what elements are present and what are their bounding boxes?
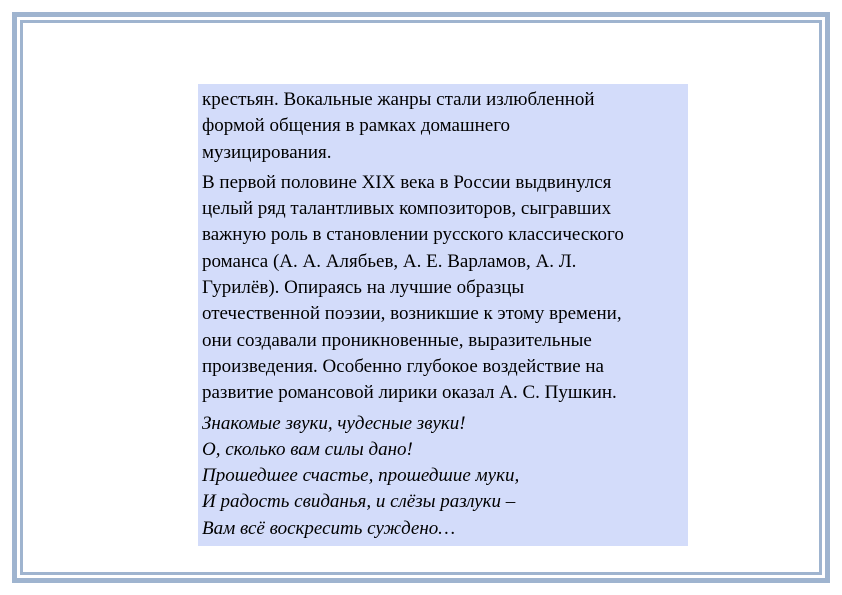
text-line: формой общения в рамках домашнего [202, 115, 511, 137]
poem-line: О, сколько вам силы дано! [202, 438, 413, 460]
poem-line: Прошедшее счастье, прошедшие муки, [202, 465, 520, 487]
text-line: отечественной поэзии, возникшие к этому времени, [202, 303, 622, 325]
text-line: романса (А. А. Алябьев, А. Е. Варламов, А. Л. [202, 250, 577, 272]
poem-line: Вам всё воскресить суждено… [202, 517, 456, 539]
text-line: В первой половине XIX века в России выдвинулся [202, 171, 612, 193]
text-line: произведения. Особенно глубокое воздействие на [202, 355, 604, 377]
text-box [198, 84, 688, 546]
text-line: они создавали проникновенные, выразительные [202, 329, 592, 351]
paragraph-2 [202, 170, 684, 407]
text-line: целый ряд талантливых композиторов, сыгравших [202, 198, 612, 220]
text-line: музицирования. [202, 141, 332, 163]
poem-line: И радость свиданья, и слёзы разлуки – [202, 491, 516, 513]
poem-line: Знакомые звуки, чудесные звуки! [202, 412, 466, 434]
paragraph-1 [202, 87, 684, 166]
text-line: Гурилёв). Опираясь на лучшие образцы [202, 277, 525, 299]
poem-quote [202, 411, 684, 542]
text-line: развитие романсовой лирики оказал А. С. Пушкин. [202, 382, 617, 404]
text-line: крестьян. Вокальные жанры стали излюбленной [202, 89, 595, 110]
text-line: важную роль в становлении русского классического [202, 224, 624, 246]
